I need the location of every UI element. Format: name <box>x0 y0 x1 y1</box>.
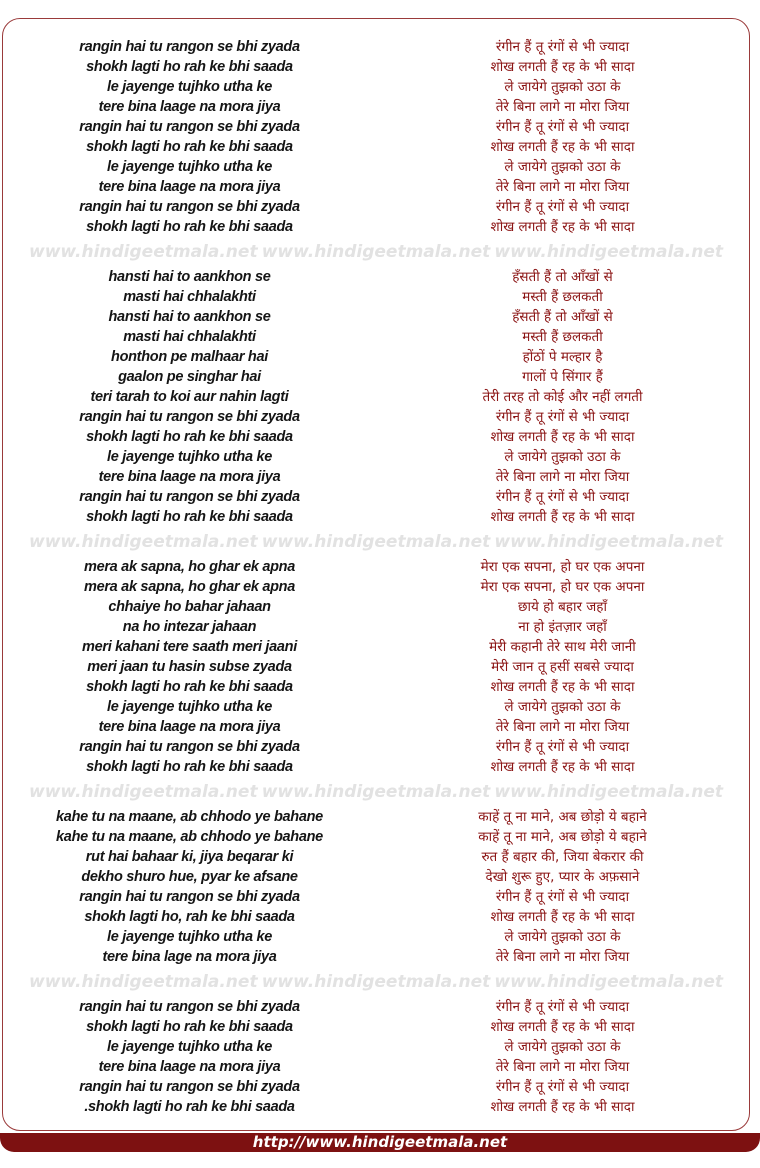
lyrics-line-en: rangin hai tu rangon se bhi zyada <box>79 199 300 215</box>
lyrics-line-hi: रंगीन हैं तू रंगों से भी ज्यादा <box>495 1079 630 1095</box>
lyrics-line-en: tere bina laage na mora jiya <box>98 719 281 735</box>
lyrics-line-hi: तेरे बिना लागे ना मोरा जिया <box>495 949 630 965</box>
lyrics-line-en: tere bina lage na mora jiya <box>102 949 277 965</box>
lyrics-line-en: masti hai chhalakhti <box>123 329 256 345</box>
watermark-text: www.hindigeetmala.net <box>261 241 491 262</box>
verse-5-hindi-column <box>376 997 749 1117</box>
lyrics-line-en: meri jaan tu hasin subse zyada <box>87 659 292 675</box>
lyrics-line-en: le jayenge tujhko utha ke <box>107 159 272 175</box>
lyrics-line-en: shokh lagti ho rah ke bhi saada <box>86 679 293 695</box>
lyrics-line-hi: तेरी तरह तो कोई और नहीं लगती <box>482 389 643 405</box>
lyrics-line-en: rangin hai tu rangon se bhi zyada <box>79 739 300 755</box>
lyrics-line-hi: ले जायेगे तुझको उठा के <box>504 159 621 175</box>
lyrics-line-en: chhaiye ho bahar jahaan <box>108 599 271 615</box>
lyrics-line-en: shokh lagti ho rah ke bhi saada <box>86 59 293 75</box>
lyrics-line-en: meri kahani tere saath meri jaani <box>82 639 297 655</box>
lyrics-line-hi: मेरा एक सपना, हो घर एक अपना <box>480 579 645 595</box>
lyrics-line-hi: मेरी कहानी तेरे साथ मेरी जानी <box>489 639 636 655</box>
lyrics-line-en: rangin hai tu rangon se bhi zyada <box>79 999 300 1015</box>
lyrics-line-en: rangin hai tu rangon se bhi zyada <box>79 119 300 135</box>
verse-5 <box>3 997 749 1117</box>
lyrics-line-hi: रंगीन हैं तू रंगों से भी ज्यादा <box>495 889 630 905</box>
lyrics-container <box>3 37 749 1117</box>
lyrics-line-en: le jayenge tujhko utha ke <box>107 449 272 465</box>
lyrics-line-hi: तेरे बिना लागे ना मोरा जिया <box>495 469 630 485</box>
lyrics-line-hi: शोख लगती हैं रह के भी सादा <box>490 139 635 155</box>
verse-3 <box>3 557 749 777</box>
lyrics-line-hi: शोख लगती हैं रह के भी सादा <box>490 1099 635 1115</box>
verse-3-english-column <box>3 557 376 777</box>
lyrics-line-hi: रंगीन हैं तू रंगों से भी ज्यादा <box>495 119 630 135</box>
lyrics-line-en: dekho shuro hue, pyar ke afsane <box>81 869 298 885</box>
lyrics-line-hi: तेरे बिना लागे ना मोरा जिया <box>495 99 630 115</box>
watermark-text: www.hindigeetmala.net <box>261 971 491 992</box>
lyrics-line-hi: ले जायेगे तुझको उठा के <box>504 699 621 715</box>
lyrics-line-en: rangin hai tu rangon se bhi zyada <box>79 39 300 55</box>
lyrics-line-en: masti hai chhalakhti <box>123 289 256 305</box>
lyrics-line-hi: तेरे बिना लागे ना मोरा जिया <box>495 179 630 195</box>
watermark-text: www.hindigeetmala.net <box>29 781 258 802</box>
watermark-row <box>3 971 749 992</box>
lyrics-line-hi: रुत हैं बहार की, जिया बेकरार की <box>481 849 644 865</box>
lyrics-line-hi: ले जायेगे तुझको उठा के <box>504 929 621 945</box>
lyrics-line-hi: हँसती हैं तो आँखों से <box>512 309 613 325</box>
watermark-text: www.hindigeetmala.net <box>494 781 723 802</box>
watermark-text: www.hindigeetmala.net <box>494 241 723 262</box>
lyrics-line-en: shokh lagti ho, rah ke bhi saada <box>84 909 295 925</box>
watermark-text: www.hindigeetmala.net <box>29 241 258 262</box>
lyrics-line-en: honthon pe malhaar hai <box>111 349 268 365</box>
lyrics-line-en: shokh lagti ho rah ke bhi saada <box>86 429 293 445</box>
lyrics-content-box <box>2 18 750 1131</box>
lyrics-line-hi: रंगीन हैं तू रंगों से भी ज्यादा <box>495 199 630 215</box>
lyrics-line-hi: मस्ती हैं छलकती <box>522 329 603 345</box>
verse-1-hindi-column <box>376 37 749 237</box>
lyrics-line-en: rangin hai tu rangon se bhi zyada <box>79 1079 300 1095</box>
watermark-row <box>3 531 749 552</box>
lyrics-line-hi: शोख लगती हैं रह के भी सादा <box>490 509 635 525</box>
lyrics-line-en: rangin hai tu rangon se bhi zyada <box>79 889 300 905</box>
lyrics-line-en: tere bina laage na mora jiya <box>98 99 281 115</box>
verse-2-hindi-column <box>376 267 749 527</box>
lyrics-line-hi: शोख लगती हैं रह के भी सादा <box>490 219 635 235</box>
lyrics-line-hi: मस्ती हैं छलकती <box>522 289 603 305</box>
watermark-text: www.hindigeetmala.net <box>261 781 491 802</box>
lyrics-line-en: le jayenge tujhko utha ke <box>107 699 272 715</box>
lyrics-line-en: mera ak sapna, ho ghar ek apna <box>83 559 295 575</box>
lyrics-line-en: hansti hai to aankhon se <box>108 309 271 325</box>
lyrics-line-en: tere bina laage na mora jiya <box>98 1059 281 1075</box>
lyrics-line-hi: रंगीन हैं तू रंगों से भी ज्यादा <box>495 489 630 505</box>
lyrics-line-hi: ना हो इंतज़ार जहाँ <box>518 619 607 635</box>
lyrics-line-hi: शोख लगती हैं रह के भी सादा <box>490 429 635 445</box>
lyrics-line-hi: शोख लगती हैं रह के भी सादा <box>490 1019 635 1035</box>
lyrics-line-en: le jayenge tujhko utha ke <box>107 79 272 95</box>
lyrics-line-hi: तेरे बिना लागे ना मोरा जिया <box>495 719 630 735</box>
lyrics-line-hi: ले जायेगे तुझको उठा के <box>504 449 621 465</box>
watermark-text: www.hindigeetmala.net <box>261 531 491 552</box>
lyrics-line-en: teri tarah to koi aur nahin lagti <box>90 389 289 405</box>
lyrics-line-hi: रंगीन हैं तू रंगों से भी ज्यादा <box>495 409 630 425</box>
lyrics-line-hi: रंगीन हैं तू रंगों से भी ज्यादा <box>495 739 630 755</box>
lyrics-line-en: shokh lagti ho rah ke bhi saada <box>86 139 293 155</box>
lyrics-line-hi: रंगीन हैं तू रंगों से भी ज्यादा <box>495 999 630 1015</box>
verse-1-english-column <box>3 37 376 237</box>
lyrics-line-en: rangin hai tu rangon se bhi zyada <box>79 489 300 505</box>
watermark-row <box>3 781 749 802</box>
watermark-text: www.hindigeetmala.net <box>29 971 258 992</box>
watermark-row <box>3 241 749 262</box>
lyrics-line-en: .shokh lagti ho rah ke bhi saada <box>84 1099 295 1115</box>
watermark-text: www.hindigeetmala.net <box>494 971 723 992</box>
verse-2 <box>3 267 749 527</box>
lyrics-line-en: hansti hai to aankhon se <box>108 269 271 285</box>
verse-4-hindi-column <box>376 807 749 967</box>
lyrics-line-en: kahe tu na maane, ab chhodo ye bahane <box>56 809 323 825</box>
watermark-text: www.hindigeetmala.net <box>29 531 258 552</box>
verse-4-english-column <box>3 807 376 967</box>
lyrics-line-hi: रंगीन हैं तू रंगों से भी ज्यादा <box>495 39 630 55</box>
verse-4 <box>3 807 749 967</box>
lyrics-line-hi: होंठों पे मल्हार है <box>522 349 603 365</box>
lyrics-line-en: le jayenge tujhko utha ke <box>107 929 272 945</box>
lyrics-line-en: na ho intezar jahaan <box>122 619 257 635</box>
verse-2-english-column <box>3 267 376 527</box>
lyrics-line-hi: छाये हो बहार जहाँ <box>518 599 607 615</box>
lyrics-line-hi: मेरी जान तू हसीं सबसे ज्यादा <box>491 659 634 675</box>
lyrics-line-en: rut hai bahaar ki, jiya beqarar ki <box>85 849 294 865</box>
lyrics-line-en: shokh lagti ho rah ke bhi saada <box>86 759 293 775</box>
lyrics-line-en: tere bina laage na mora jiya <box>98 469 281 485</box>
lyrics-line-hi: काहें तू ना माने, अब छोड़ो ये बहाने <box>478 829 647 845</box>
lyrics-line-en: gaalon pe singhar hai <box>118 369 261 385</box>
lyrics-line-en: rangin hai tu rangon se bhi zyada <box>79 409 300 425</box>
verse-5-english-column <box>3 997 376 1117</box>
footer-url-text: http://www.hindigeetmala.net <box>252 1133 508 1151</box>
lyrics-line-hi: शोख लगती हैं रह के भी सादा <box>490 909 635 925</box>
lyrics-line-hi: शोख लगती हैं रह के भी सादा <box>490 759 635 775</box>
lyrics-line-hi: देखो शुरू हुए, प्यार के अफ़साने <box>485 869 640 885</box>
lyrics-line-hi: तेरे बिना लागे ना मोरा जिया <box>495 1059 630 1075</box>
lyrics-line-hi: काहें तू ना माने, अब छोड़ो ये बहाने <box>478 809 647 825</box>
lyrics-line-hi: ले जायेगे तुझको उठा के <box>504 1039 621 1055</box>
lyrics-line-en: le jayenge tujhko utha ke <box>107 1039 272 1055</box>
verse-3-hindi-column <box>376 557 749 777</box>
lyrics-line-hi: ले जायेगे तुझको उठा के <box>504 79 621 95</box>
lyrics-line-en: tere bina laage na mora jiya <box>98 179 281 195</box>
lyrics-line-hi: मेरा एक सपना, हो घर एक अपना <box>480 559 645 575</box>
lyrics-line-hi: शोख लगती हैं रह के भी सादा <box>490 59 635 75</box>
lyrics-line-en: shokh lagti ho rah ke bhi saada <box>86 1019 293 1035</box>
watermark-text: www.hindigeetmala.net <box>494 531 723 552</box>
lyrics-line-en: shokh lagti ho rah ke bhi saada <box>86 509 293 525</box>
verse-1 <box>3 37 749 237</box>
lyrics-line-en: kahe tu na maane, ab chhodo ye bahane <box>56 829 323 845</box>
lyrics-line-en: shokh lagti ho rah ke bhi saada <box>86 219 293 235</box>
lyrics-line-hi: शोख लगती हैं रह के भी सादा <box>490 679 635 695</box>
footer-url-bar <box>0 1133 760 1152</box>
lyrics-line-hi: हँसती हैं तो आँखों से <box>512 269 613 285</box>
lyrics-line-hi: गालों पे सिंगार हैं <box>522 369 603 385</box>
lyrics-line-en: mera ak sapna, ho ghar ek apna <box>83 579 295 595</box>
